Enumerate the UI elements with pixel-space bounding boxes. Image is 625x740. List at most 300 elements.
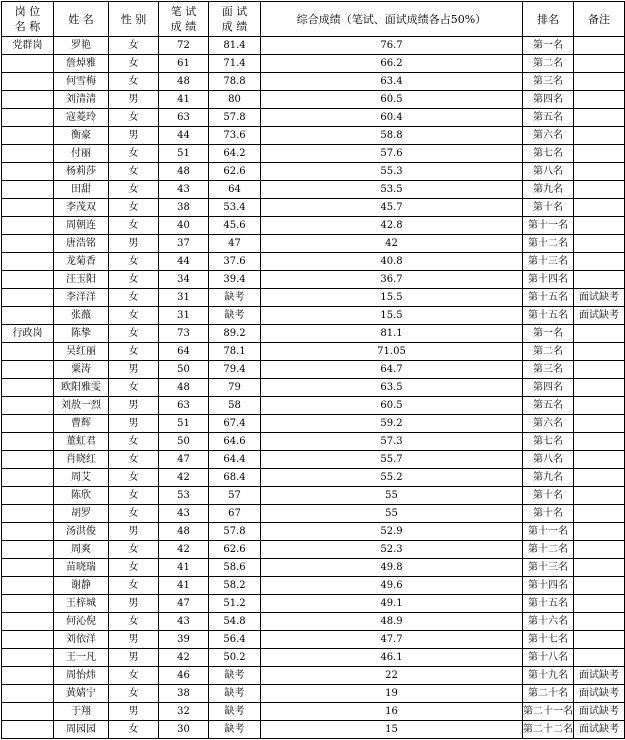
rank-cell: 第二十名 xyxy=(523,685,574,703)
remark-cell xyxy=(574,127,625,145)
total-cell: 60.5 xyxy=(261,397,523,415)
rank-cell: 第九名 xyxy=(523,469,574,487)
name-cell: 于翔 xyxy=(54,703,109,721)
total-cell: 48.9 xyxy=(261,613,523,631)
gender-cell: 男 xyxy=(109,397,159,415)
total-cell: 19 xyxy=(261,685,523,703)
name-cell: 王梓城 xyxy=(54,595,109,613)
remark-cell xyxy=(574,469,625,487)
remark-cell xyxy=(574,541,625,559)
name-cell: 肖晓红 xyxy=(54,451,109,469)
interview-cell: 37.6 xyxy=(209,253,261,271)
written-cell: 34 xyxy=(159,271,209,289)
name-cell: 张薇 xyxy=(54,307,109,325)
post-cell xyxy=(2,73,54,91)
gender-cell: 男 xyxy=(109,649,159,667)
remark-cell: 面试缺考 xyxy=(574,703,625,721)
rank-cell: 第十二名 xyxy=(523,235,574,253)
total-cell: 55.3 xyxy=(261,163,523,181)
written-cell: 72 xyxy=(159,37,209,55)
table-row xyxy=(2,325,625,343)
interview-cell: 62.6 xyxy=(209,163,261,181)
written-cell: 73 xyxy=(159,325,209,343)
remark-cell xyxy=(574,361,625,379)
gender-cell: 男 xyxy=(109,235,159,253)
gender-cell: 女 xyxy=(109,487,159,505)
written-cell: 61 xyxy=(159,55,209,73)
post-cell xyxy=(2,361,54,379)
table-row xyxy=(2,127,625,145)
table-row xyxy=(2,631,625,649)
table-row xyxy=(2,73,625,91)
total-cell: 45.7 xyxy=(261,199,523,217)
remark-cell xyxy=(574,181,625,199)
post-cell xyxy=(2,379,54,397)
post-cell xyxy=(2,109,54,127)
gender-cell: 女 xyxy=(109,55,159,73)
table-row xyxy=(2,271,625,289)
post-cell xyxy=(2,289,54,307)
post-cell: 党群岗 xyxy=(2,37,54,55)
interview-cell: 56.4 xyxy=(209,631,261,649)
interview-cell: 57.8 xyxy=(209,523,261,541)
gender-cell: 女 xyxy=(109,199,159,217)
total-cell: 55 xyxy=(261,487,523,505)
post-cell xyxy=(2,703,54,721)
gender-cell: 女 xyxy=(109,181,159,199)
header-remark: 备注 xyxy=(574,2,625,37)
total-cell: 76.7 xyxy=(261,37,523,55)
interview-cell: 缺考 xyxy=(209,307,261,325)
name-cell: 寇菱玲 xyxy=(54,109,109,127)
total-cell: 57.3 xyxy=(261,433,523,451)
post-cell xyxy=(2,721,54,739)
post-cell xyxy=(2,235,54,253)
gender-cell: 女 xyxy=(109,325,159,343)
written-cell: 42 xyxy=(159,469,209,487)
post-cell: 行政岗 xyxy=(2,325,54,343)
rank-cell: 第十一名 xyxy=(523,217,574,235)
interview-cell: 64.2 xyxy=(209,145,261,163)
name-cell: 周园园 xyxy=(54,721,109,739)
written-cell: 38 xyxy=(159,199,209,217)
table-row xyxy=(2,397,625,415)
remark-cell xyxy=(574,487,625,505)
interview-cell: 71.4 xyxy=(209,55,261,73)
interview-cell: 缺考 xyxy=(209,721,261,739)
name-cell: 苗晓瑞 xyxy=(54,559,109,577)
total-cell: 66.2 xyxy=(261,55,523,73)
score-table xyxy=(1,1,625,739)
table-row xyxy=(2,577,625,595)
table-row xyxy=(2,361,625,379)
table-row xyxy=(2,523,625,541)
gender-cell: 男 xyxy=(109,127,159,145)
remark-cell xyxy=(574,325,625,343)
remark-cell xyxy=(574,613,625,631)
total-cell: 63.4 xyxy=(261,73,523,91)
table-row xyxy=(2,289,625,307)
name-cell: 王一凡 xyxy=(54,649,109,667)
table-row xyxy=(2,37,625,55)
written-cell: 42 xyxy=(159,649,209,667)
table-body xyxy=(2,37,625,739)
table-row xyxy=(2,163,625,181)
table-row xyxy=(2,721,625,739)
total-cell: 49.1 xyxy=(261,595,523,613)
remark-cell xyxy=(574,523,625,541)
rank-cell: 第十名 xyxy=(523,505,574,523)
interview-cell: 67.4 xyxy=(209,415,261,433)
remark-cell xyxy=(574,343,625,361)
table-row xyxy=(2,235,625,253)
gender-cell: 女 xyxy=(109,109,159,127)
interview-cell: 80 xyxy=(209,91,261,109)
total-cell: 55.2 xyxy=(261,469,523,487)
interview-cell: 73.6 xyxy=(209,127,261,145)
remark-cell xyxy=(574,73,625,91)
gender-cell: 女 xyxy=(109,469,159,487)
total-cell: 47.7 xyxy=(261,631,523,649)
rank-cell: 第一名 xyxy=(523,37,574,55)
total-cell: 60.5 xyxy=(261,91,523,109)
remark-cell xyxy=(574,271,625,289)
remark-cell xyxy=(574,91,625,109)
written-cell: 31 xyxy=(159,289,209,307)
post-cell xyxy=(2,55,54,73)
rank-cell: 第十名 xyxy=(523,487,574,505)
header-row xyxy=(2,2,625,37)
interview-cell: 39.4 xyxy=(209,271,261,289)
remark-cell xyxy=(574,505,625,523)
name-cell: 何沁倪 xyxy=(54,613,109,631)
table-row xyxy=(2,307,625,325)
table-row xyxy=(2,433,625,451)
total-cell: 52.9 xyxy=(261,523,523,541)
written-cell: 47 xyxy=(159,595,209,613)
interview-cell: 79 xyxy=(209,379,261,397)
written-cell: 50 xyxy=(159,361,209,379)
remark-cell xyxy=(574,631,625,649)
rank-cell: 第五名 xyxy=(523,397,574,415)
interview-cell: 64 xyxy=(209,181,261,199)
post-cell xyxy=(2,469,54,487)
name-cell: 曹辉 xyxy=(54,415,109,433)
rank-cell: 第四名 xyxy=(523,379,574,397)
post-cell xyxy=(2,433,54,451)
post-cell xyxy=(2,487,54,505)
gender-cell: 女 xyxy=(109,343,159,361)
written-cell: 30 xyxy=(159,721,209,739)
remark-cell xyxy=(574,217,625,235)
name-cell: 欧阳雅雯 xyxy=(54,379,109,397)
table-row xyxy=(2,91,625,109)
interview-cell: 58 xyxy=(209,397,261,415)
interview-cell: 67 xyxy=(209,505,261,523)
interview-cell: 58.2 xyxy=(209,577,261,595)
remark-cell xyxy=(574,415,625,433)
rank-cell: 第四名 xyxy=(523,91,574,109)
rank-cell: 第十五名 xyxy=(523,307,574,325)
post-cell xyxy=(2,127,54,145)
remark-cell xyxy=(574,379,625,397)
name-cell: 刘依洋 xyxy=(54,631,109,649)
total-cell: 16 xyxy=(261,703,523,721)
rank-cell: 第十五名 xyxy=(523,595,574,613)
total-cell: 58.8 xyxy=(261,127,523,145)
table-row xyxy=(2,487,625,505)
remark-cell xyxy=(574,199,625,217)
written-cell: 53 xyxy=(159,487,209,505)
remark-cell xyxy=(574,253,625,271)
rank-cell: 第六名 xyxy=(523,127,574,145)
total-cell: 49.8 xyxy=(261,559,523,577)
header-post: 岗 位 名 称 xyxy=(2,2,54,37)
remark-cell xyxy=(574,55,625,73)
name-cell: 粟涛 xyxy=(54,361,109,379)
post-cell xyxy=(2,649,54,667)
name-cell: 何雪梅 xyxy=(54,73,109,91)
post-cell xyxy=(2,181,54,199)
gender-cell: 女 xyxy=(109,163,159,181)
gender-cell: 男 xyxy=(109,703,159,721)
table-row xyxy=(2,253,625,271)
name-cell: 刘清清 xyxy=(54,91,109,109)
post-cell xyxy=(2,505,54,523)
post-cell xyxy=(2,343,54,361)
rank-cell: 第十八名 xyxy=(523,649,574,667)
post-cell xyxy=(2,631,54,649)
table-row xyxy=(2,181,625,199)
table-row xyxy=(2,541,625,559)
total-cell: 63.5 xyxy=(261,379,523,397)
table-row xyxy=(2,343,625,361)
name-cell: 龙菊香 xyxy=(54,253,109,271)
gender-cell: 女 xyxy=(109,433,159,451)
rank-cell: 第十三名 xyxy=(523,559,574,577)
gender-cell: 女 xyxy=(109,685,159,703)
rank-cell: 第十七名 xyxy=(523,631,574,649)
gender-cell: 男 xyxy=(109,91,159,109)
rank-cell: 第十四名 xyxy=(523,271,574,289)
gender-cell: 女 xyxy=(109,577,159,595)
gender-cell: 女 xyxy=(109,289,159,307)
written-cell: 40 xyxy=(159,217,209,235)
table-row xyxy=(2,667,625,685)
gender-cell: 女 xyxy=(109,37,159,55)
post-cell xyxy=(2,451,54,469)
post-cell xyxy=(2,253,54,271)
gender-cell: 女 xyxy=(109,451,159,469)
total-cell: 64.7 xyxy=(261,361,523,379)
rank-cell: 第十四名 xyxy=(523,577,574,595)
name-cell: 汪玉阳 xyxy=(54,271,109,289)
remark-cell xyxy=(574,595,625,613)
rank-cell: 第三名 xyxy=(523,73,574,91)
total-cell: 71.05 xyxy=(261,343,523,361)
name-cell: 谢静 xyxy=(54,577,109,595)
rank-cell: 第十六名 xyxy=(523,613,574,631)
remark-cell xyxy=(574,145,625,163)
header-interview: 面 试 成 绩 xyxy=(209,2,261,37)
rank-cell: 第十三名 xyxy=(523,253,574,271)
total-cell: 53.5 xyxy=(261,181,523,199)
written-cell: 32 xyxy=(159,703,209,721)
header-rank: 排名 xyxy=(523,2,574,37)
gender-cell: 男 xyxy=(109,595,159,613)
written-cell: 63 xyxy=(159,397,209,415)
interview-cell: 78.1 xyxy=(209,343,261,361)
written-cell: 41 xyxy=(159,91,209,109)
rank-cell: 第三名 xyxy=(523,361,574,379)
name-cell: 陈欣 xyxy=(54,487,109,505)
written-cell: 48 xyxy=(159,523,209,541)
interview-cell: 缺考 xyxy=(209,667,261,685)
remark-cell: 面试缺考 xyxy=(574,289,625,307)
interview-cell: 缺考 xyxy=(209,703,261,721)
post-cell xyxy=(2,613,54,631)
total-cell: 15 xyxy=(261,721,523,739)
gender-cell: 女 xyxy=(109,307,159,325)
rank-cell: 第五名 xyxy=(523,109,574,127)
table-row xyxy=(2,613,625,631)
name-cell: 周爽 xyxy=(54,541,109,559)
interview-cell: 51.2 xyxy=(209,595,261,613)
gender-cell: 女 xyxy=(109,73,159,91)
written-cell: 63 xyxy=(159,109,209,127)
written-cell: 41 xyxy=(159,559,209,577)
name-cell: 吴红丽 xyxy=(54,343,109,361)
remark-cell xyxy=(574,235,625,253)
interview-cell: 缺考 xyxy=(209,685,261,703)
rank-cell: 第十一名 xyxy=(523,523,574,541)
name-cell: 汤洪俊 xyxy=(54,523,109,541)
rank-cell: 第一名 xyxy=(523,325,574,343)
gender-cell: 女 xyxy=(109,505,159,523)
interview-cell: 50.2 xyxy=(209,649,261,667)
post-cell xyxy=(2,199,54,217)
post-cell xyxy=(2,217,54,235)
written-cell: 48 xyxy=(159,73,209,91)
interview-cell: 78.8 xyxy=(209,73,261,91)
post-cell xyxy=(2,415,54,433)
written-cell: 48 xyxy=(159,379,209,397)
written-cell: 44 xyxy=(159,253,209,271)
total-cell: 15.5 xyxy=(261,307,523,325)
written-cell: 43 xyxy=(159,613,209,631)
total-cell: 59.2 xyxy=(261,415,523,433)
gender-cell: 女 xyxy=(109,559,159,577)
total-cell: 46.1 xyxy=(261,649,523,667)
gender-cell: 男 xyxy=(109,631,159,649)
post-cell xyxy=(2,541,54,559)
remark-cell: 面试缺考 xyxy=(574,685,625,703)
gender-cell: 女 xyxy=(109,613,159,631)
post-cell xyxy=(2,559,54,577)
written-cell: 31 xyxy=(159,307,209,325)
interview-cell: 89.2 xyxy=(209,325,261,343)
post-cell xyxy=(2,163,54,181)
written-cell: 44 xyxy=(159,127,209,145)
written-cell: 47 xyxy=(159,451,209,469)
post-cell xyxy=(2,271,54,289)
interview-cell: 47 xyxy=(209,235,261,253)
rank-cell: 第十九名 xyxy=(523,667,574,685)
remark-cell xyxy=(574,649,625,667)
total-cell: 49.6 xyxy=(261,577,523,595)
interview-cell: 81.4 xyxy=(209,37,261,55)
total-cell: 52.3 xyxy=(261,541,523,559)
post-cell xyxy=(2,145,54,163)
written-cell: 43 xyxy=(159,505,209,523)
interview-cell: 54.8 xyxy=(209,613,261,631)
remark-cell xyxy=(574,577,625,595)
interview-cell: 68.4 xyxy=(209,469,261,487)
total-cell: 60.4 xyxy=(261,109,523,127)
gender-cell: 男 xyxy=(109,361,159,379)
name-cell: 唐浩铭 xyxy=(54,235,109,253)
table-row xyxy=(2,451,625,469)
table-row xyxy=(2,649,625,667)
post-cell xyxy=(2,667,54,685)
name-cell: 衡豪 xyxy=(54,127,109,145)
gender-cell: 女 xyxy=(109,667,159,685)
post-cell xyxy=(2,595,54,613)
rank-cell: 第二十一名 xyxy=(523,703,574,721)
remark-cell xyxy=(574,163,625,181)
rank-cell: 第十五名 xyxy=(523,289,574,307)
post-cell xyxy=(2,307,54,325)
table-row xyxy=(2,109,625,127)
written-cell: 64 xyxy=(159,343,209,361)
name-cell: 周艾 xyxy=(54,469,109,487)
name-cell: 周朝连 xyxy=(54,217,109,235)
written-cell: 37 xyxy=(159,235,209,253)
gender-cell: 女 xyxy=(109,541,159,559)
total-cell: 22 xyxy=(261,667,523,685)
header-total: 综合成绩（笔试、面试成绩各占50%） xyxy=(261,2,523,37)
written-cell: 48 xyxy=(159,163,209,181)
interview-cell: 64.4 xyxy=(209,451,261,469)
rank-cell: 第七名 xyxy=(523,145,574,163)
name-cell: 周怡炜 xyxy=(54,667,109,685)
gender-cell: 男 xyxy=(109,523,159,541)
header-name: 姓 名 xyxy=(54,2,109,37)
gender-cell: 女 xyxy=(109,721,159,739)
table-row xyxy=(2,595,625,613)
name-cell: 罗艳 xyxy=(54,37,109,55)
written-cell: 51 xyxy=(159,145,209,163)
header-written: 笔 试 成 绩 xyxy=(159,2,209,37)
table-row xyxy=(2,379,625,397)
gender-cell: 女 xyxy=(109,145,159,163)
table-row xyxy=(2,217,625,235)
written-cell: 51 xyxy=(159,415,209,433)
remark-cell xyxy=(574,433,625,451)
written-cell: 41 xyxy=(159,577,209,595)
interview-cell: 79.4 xyxy=(209,361,261,379)
interview-cell: 缺考 xyxy=(209,289,261,307)
total-cell: 15.5 xyxy=(261,289,523,307)
total-cell: 42.8 xyxy=(261,217,523,235)
interview-cell: 64.6 xyxy=(209,433,261,451)
written-cell: 46 xyxy=(159,667,209,685)
remark-cell: 面试缺考 xyxy=(574,667,625,685)
header-gender: 性 别 xyxy=(109,2,159,37)
rank-cell: 第六名 xyxy=(523,415,574,433)
rank-cell: 第二十二名 xyxy=(523,721,574,739)
name-cell: 黄婧宁 xyxy=(54,685,109,703)
